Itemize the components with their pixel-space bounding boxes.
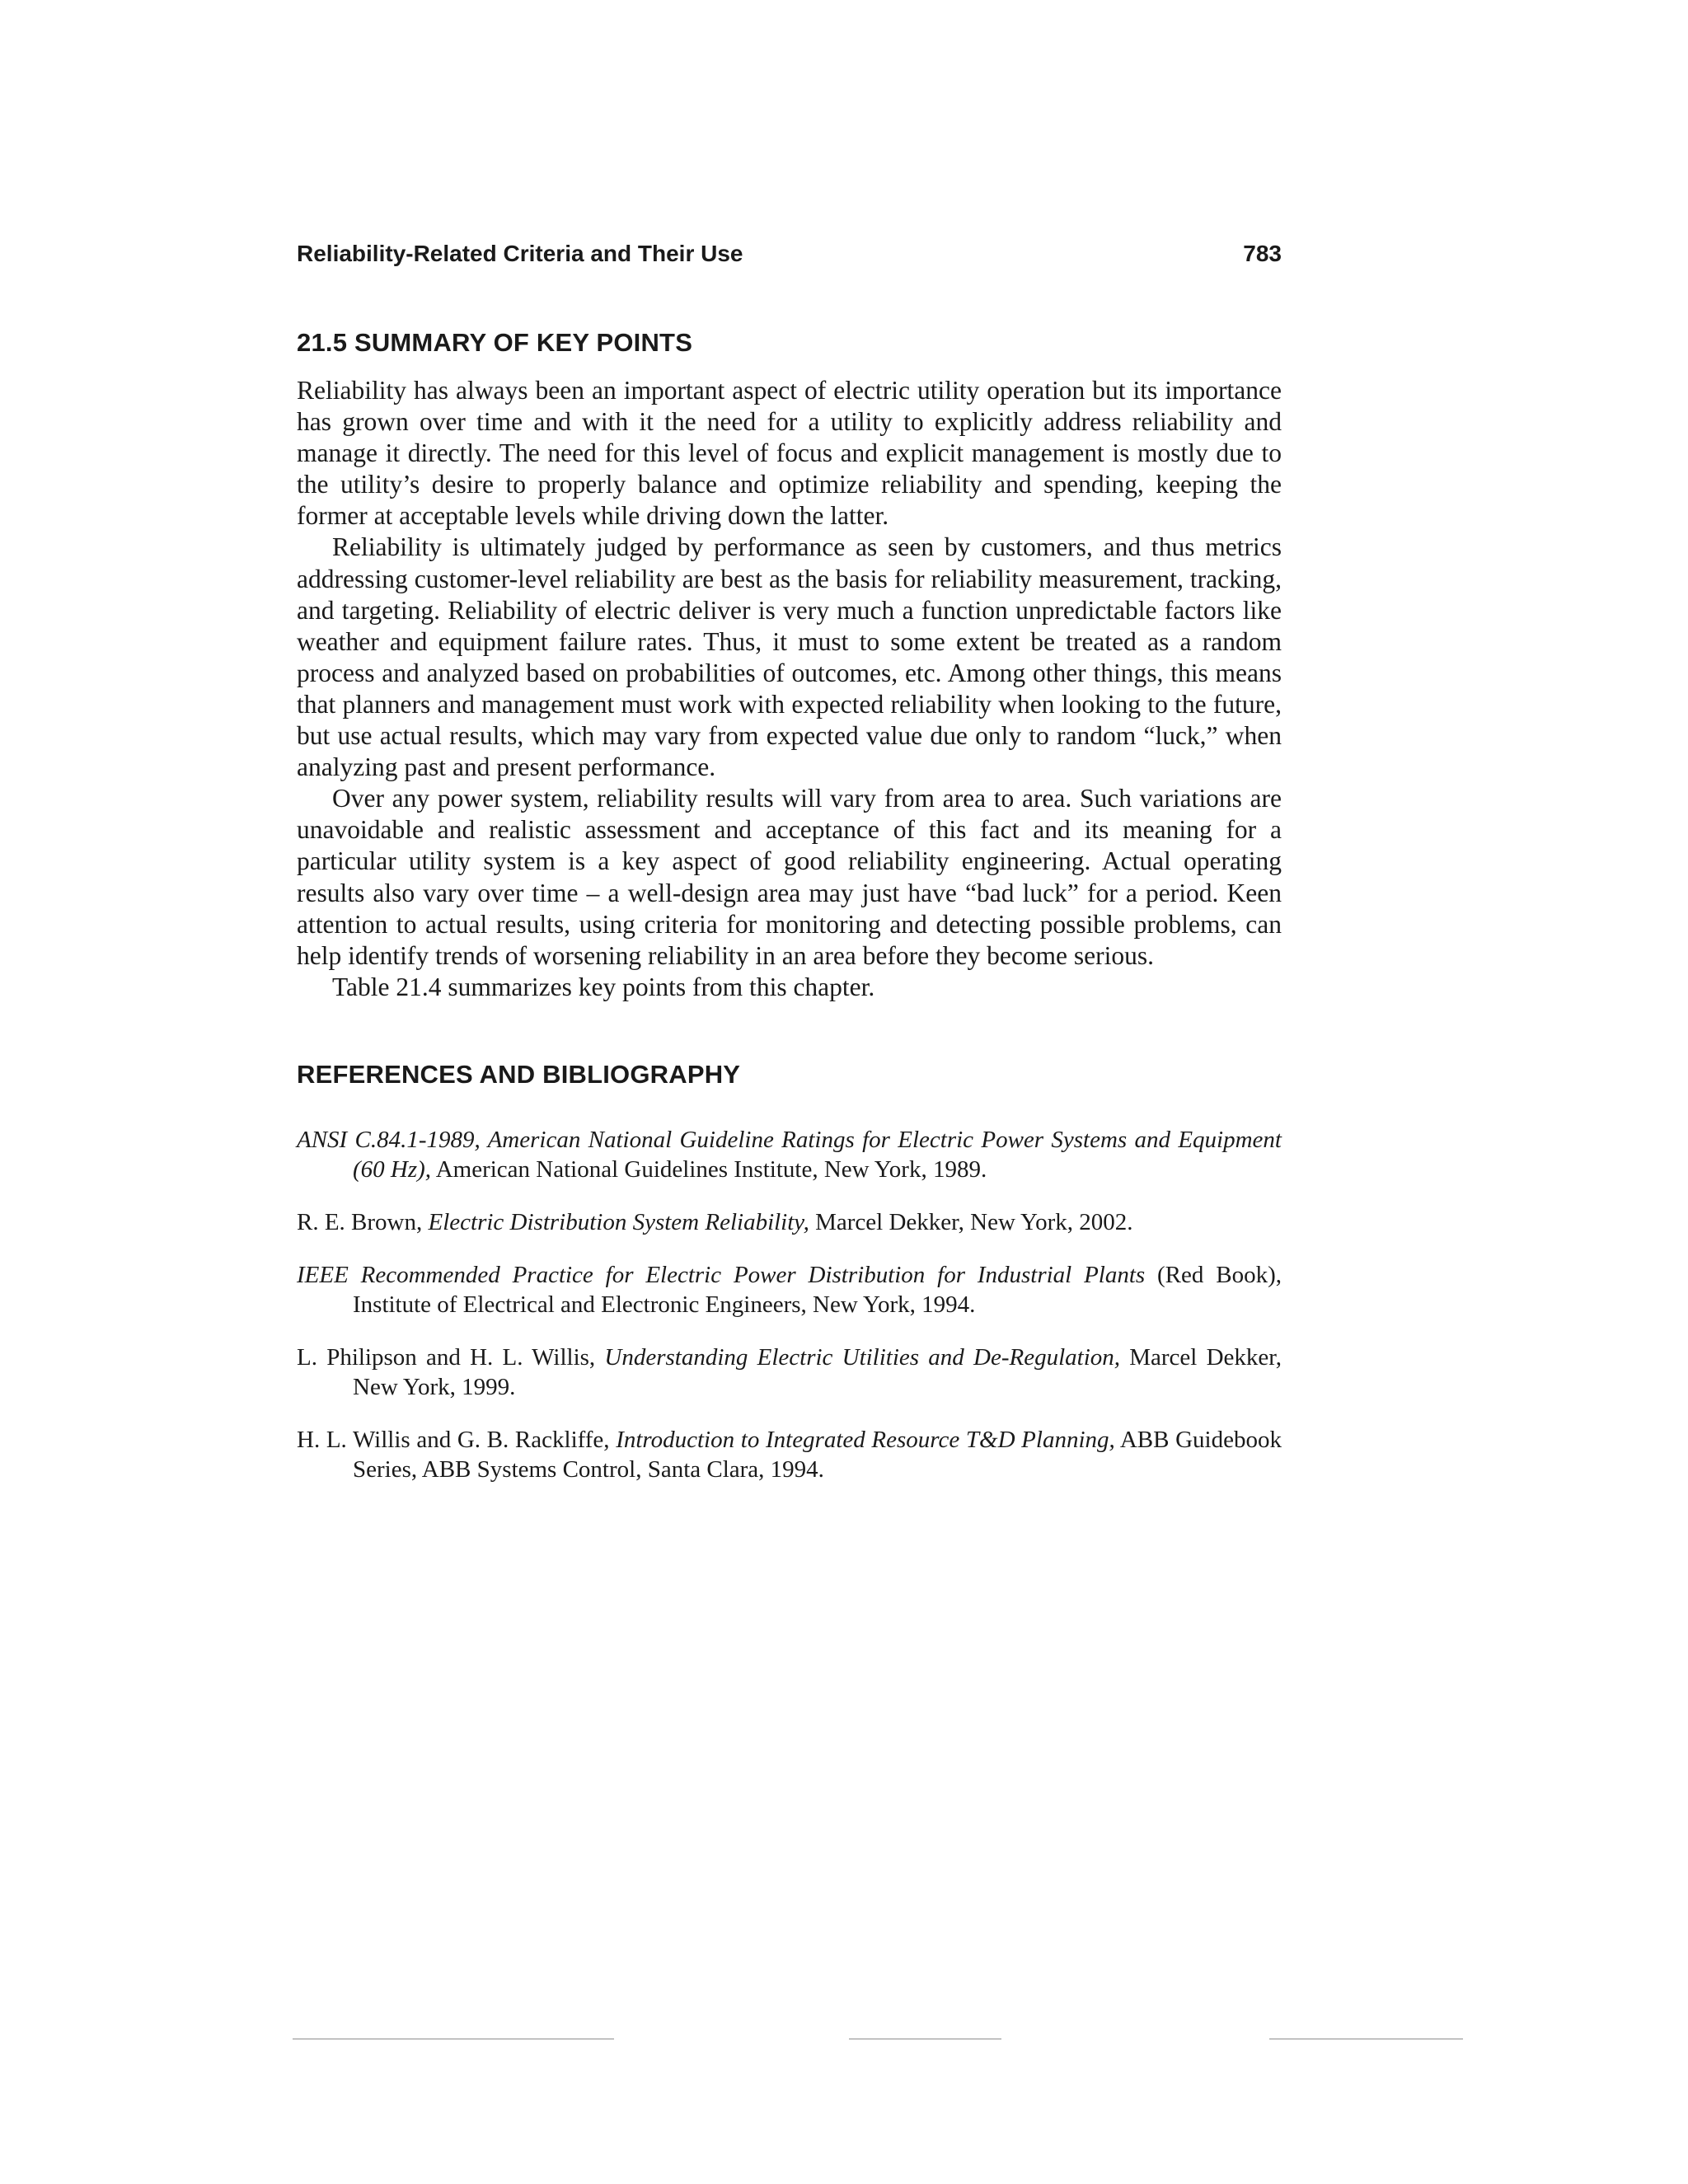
reference-item [297, 1425, 1282, 1484]
reference-item [297, 1260, 1282, 1319]
reference-title: IEEE Recommended Practice for Electric Power Distribution for Industrial Plants [297, 1262, 1146, 1288]
reference-authors: L. Philipson and H. L. Willis, [297, 1344, 605, 1371]
running-header [297, 241, 1282, 277]
running-title: Reliability-Related Criteria and Their Use [297, 241, 743, 266]
section-body [297, 375, 1282, 1003]
paragraph: Table 21.4 summarizes key points from this chapter. [332, 972, 875, 1001]
reference-item [297, 1343, 1282, 1402]
reference-publisher: Marcel Dekker, New York, 2002. [809, 1209, 1133, 1235]
scan-artifact-line [849, 2038, 1001, 2040]
reference-title: ANSI C.84.1-1989, American National Guideline Ratings for Electric Power Systems and Equipment (60 Hz), [297, 1127, 1282, 1183]
paragraph: Reliability is ultimately judged by performance as seen by customers, and thus metrics addressing customer-level reliability are best as the basis for reliability measurement, tracking, and targeting. Reliability of electric deliver is very much a function unpredictable factors like weather and equipment failure rates. Thus, it must to some extent be treated as a random process and analyzed based on probabilities of outcomes, etc. Among other things, this means that planners and management must work with expected reliability when looking to the future, but use actual results, which may vary from expected value due only to random “luck,” when analyzing past and present performance. [297, 532, 1282, 782]
reference-title: Understanding Electric Utilities and De-Regulation, [604, 1344, 1120, 1371]
section-heading: 21.5 SUMMARY OF KEY POINTS [297, 328, 693, 357]
reference-title: Electric Distribution System Reliability, [428, 1209, 809, 1235]
reference-publisher: ABB Guidebook Series, ABB Systems Control, Santa Clara, 1994. [353, 1427, 1282, 1483]
reference-publisher: American National Guidelines Institute, New York, 1989. [431, 1156, 987, 1183]
reference-authors: H. L. Willis and G. B. Rackliffe, [297, 1427, 617, 1453]
references-heading: REFERENCES AND BIBLIOGRAPHY [297, 1060, 741, 1089]
page-number: 783 [1243, 241, 1282, 266]
paragraph: Over any power system, reliability results will vary from area to area. Such variations are unavoidable and realistic assessment and acceptance of this fact and its meaning for a particular utility system is a key aspect of good reliability engineering. Actual operating results also vary over time – a well-design area may just have “bad luck” for a period. Keen attention to actual results, using criteria for monitoring and detecting possible problems, can help identify trends of worsening reliability in an area before they become serious. [297, 784, 1282, 970]
reference-publisher: Marcel Dekker, New York, 1999. [353, 1344, 1282, 1400]
reference-title: Introduction to Integrated Resource T&D Planning, [616, 1427, 1115, 1453]
scan-artifact-line [293, 2038, 614, 2040]
reference-publisher: (Red Book), Institute of Electrical and Electronic Engineers, New York, 1994. [353, 1262, 1282, 1318]
scan-artifact-line [1269, 2038, 1463, 2040]
reference-item [297, 1207, 1282, 1237]
reference-item [297, 1125, 1282, 1184]
reference-authors: R. E. Brown, [297, 1209, 429, 1235]
reference-list [297, 1125, 1282, 1507]
paragraph: Reliability has always been an important aspect of electric utility operation but its importance has grown over time and with it the need for a utility to explicitly address reliability and manage it directly. The need for this level of focus and explicit management is mostly due to the utility’s desire to properly balance and optimize reliability and spending, keeping the former at acceptable levels while driving down the latter. [297, 376, 1282, 531]
